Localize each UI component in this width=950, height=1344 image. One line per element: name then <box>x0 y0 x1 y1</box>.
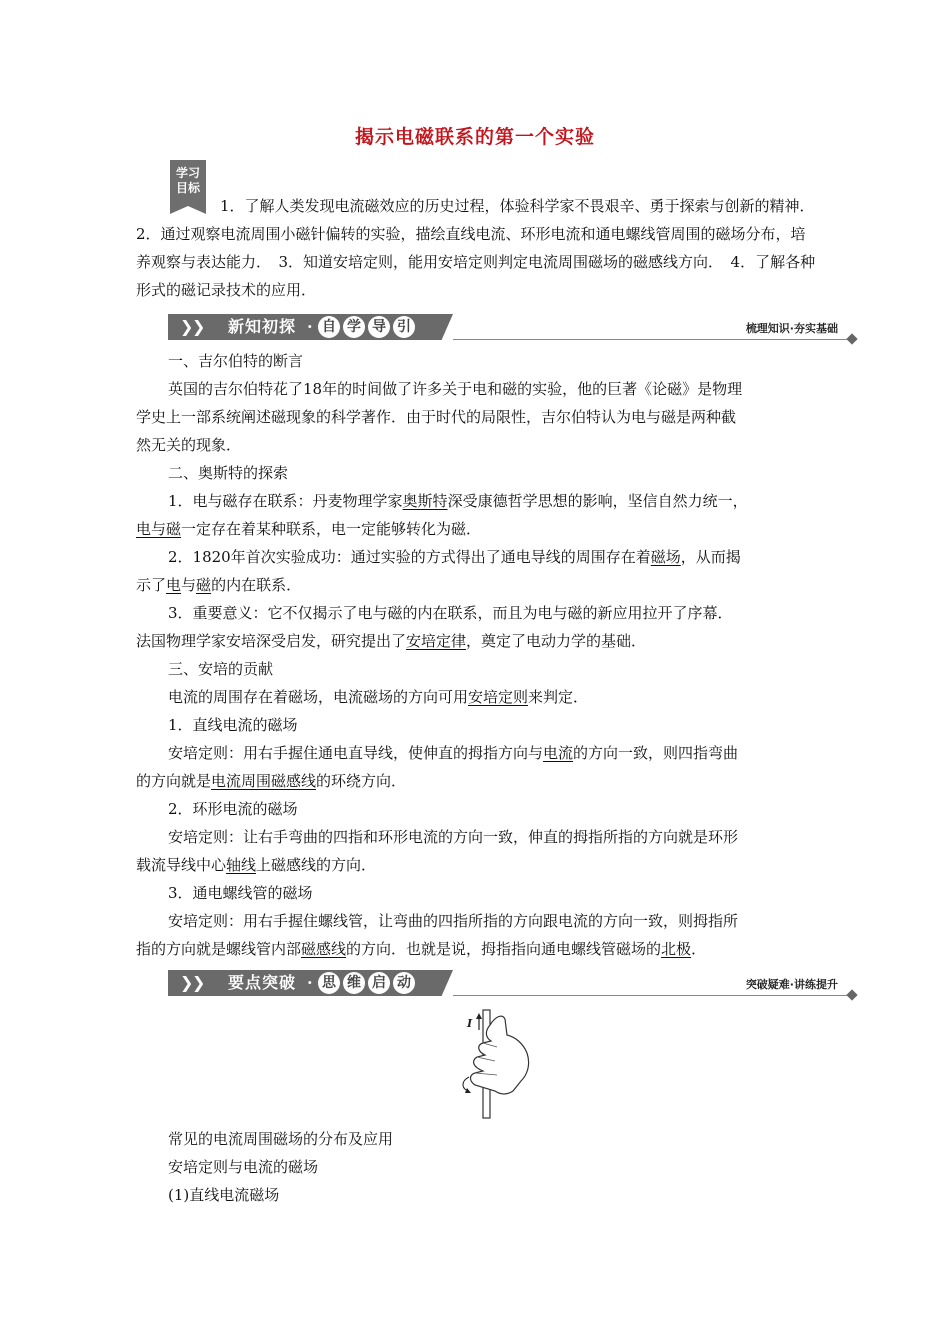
subheading: 3．通电螺线管的磁场 <box>168 884 313 902</box>
field-direction-arrow-icon <box>463 1077 469 1091</box>
section-chip: 学 <box>343 316 365 338</box>
chevron-right-icon: ❯ <box>192 317 206 336</box>
blank-answer: 磁感线 <box>301 940 347 958</box>
paragraph-line: 学史上一部系统阐述磁现象的科学著作．由于时代的局限性，吉尔伯特认为电与磁是两种截 <box>136 408 737 426</box>
section-tag: 梳理知识·夯实基础 <box>745 322 838 335</box>
section-chip: 维 <box>343 972 365 994</box>
section-chip: 思 <box>318 972 340 994</box>
badge-line-1: 学习 <box>175 166 200 180</box>
chevron-right-icon: ❯ <box>192 973 206 992</box>
heading-ampere: 三、安培的贡献 <box>168 660 274 678</box>
current-label: I <box>467 1017 473 1030</box>
paragraph-line: 然无关的现象． <box>136 436 242 454</box>
section-chip: 自 <box>318 316 340 338</box>
section-main-label: 要点突破 <box>228 973 297 992</box>
paragraph-line: 1．电与磁存在联系：丹麦物理学家奥斯特深受康德哲学思想的影响，坚信自然力统一， <box>168 492 748 510</box>
paragraph-line: 电流的周围存在着磁场，电流磁场的方向可用安培定则来判定． <box>168 688 589 706</box>
section-header-key-points <box>168 970 858 996</box>
blank-answer: 奥斯特 <box>402 492 448 510</box>
blank-answer: 磁 <box>196 576 212 594</box>
diamond-icon <box>846 989 857 1000</box>
section-chip: 引 <box>393 316 415 338</box>
paragraph-line: 示了电与磁的内在联系． <box>136 576 302 594</box>
subheading: 1．直线电流的磁场 <box>168 716 298 734</box>
paragraph-line: 安培定则：用右手握住螺线管，让弯曲的四指所指的方向跟电流的方向一致，则拇指所 <box>168 912 739 930</box>
blank-answer: 电流周围磁感线 <box>211 772 317 790</box>
learning-goals-text: 1．了解人类发现电流磁效应的历史过程，体验科学家不畏艰辛、勇于探索与创新的精神． 2．通过观察电流周围小磁针偏转的实验，描绘直线电流、环形电流和通电螺线管周围的磁场分布，培养观察与表达能力． 3．知道安培定则，能用安培定则判定电流周围磁场的磁感线方向． 4．了解各种形式的磁记录技术的应用． <box>136 197 823 299</box>
paragraph-line: (1)直线电流磁场 <box>168 1186 280 1204</box>
blank-answer: 轴线 <box>226 856 257 874</box>
chevron-right-icon: ❯ <box>180 973 194 992</box>
section-dot: · <box>307 317 313 336</box>
heading-oersted: 二、奥斯特的探索 <box>168 464 289 482</box>
paragraph-line: 电与磁一定存在着某种联系，电一定能够转化为磁． <box>136 520 482 538</box>
paragraph-line: 载流导线中心轴线上磁感线的方向． <box>136 856 377 874</box>
blank-answer: 磁场 <box>650 548 681 566</box>
section-chips <box>318 316 415 338</box>
paragraph-line: 的方向就是电流周围磁感线的环绕方向． <box>136 772 407 790</box>
blank-answer: 安培定则 <box>468 688 529 706</box>
paragraph-line: 法国物理学家安培深受启发，研究提出了安培定律，奠定了电动力学的基础． <box>136 632 647 650</box>
section-main-label: 新知初探 <box>228 317 297 336</box>
section-tag: 突破疑难·讲练提升 <box>745 978 838 991</box>
diamond-icon <box>846 333 857 344</box>
arrowhead-icon <box>476 1013 482 1019</box>
section-rule <box>453 995 850 996</box>
blank-answer: 电 <box>166 576 182 594</box>
badge-line-2: 目标 <box>175 181 200 195</box>
document-title: 揭示电磁联系的第一个实验 <box>354 126 595 148</box>
paragraph-line: 安培定则：让右手弯曲的四指和环形电流的方向一致，伸直的拇指所指的方向就是环形 <box>168 828 739 846</box>
heading-gilbert: 一、吉尔伯特的断言 <box>168 352 304 370</box>
section-chip: 启 <box>368 972 390 994</box>
paragraph-line: 指的方向就是螺线管内部磁感线的方向．也就是说，拇指指向通电螺线管磁场的北极． <box>136 940 707 958</box>
right-hand-rule-figure <box>455 1005 535 1120</box>
section-dot: · <box>307 973 313 992</box>
section-chip: 动 <box>393 972 415 994</box>
paragraph-line: 英国的吉尔伯特花了18年的时间做了许多关于电和磁的实验，他的巨著《论磁》是物理 <box>168 380 743 398</box>
section-header-new-knowledge <box>168 314 858 340</box>
arrowhead-icon <box>465 1088 471 1093</box>
blank-answer: 北极 <box>661 940 692 958</box>
section-rule <box>453 339 850 340</box>
paragraph-line: 3．重要意义：它不仅揭示了电与磁的内在联系，而且为电与磁的新应用拉开了序幕． <box>168 604 733 622</box>
section-chips <box>318 972 415 994</box>
section-chip: 导 <box>368 316 390 338</box>
paragraph-line: 2．1820年首次实验成功：通过实验的方式得出了通电导线的周围存在着磁场，从而揭 <box>168 548 741 566</box>
paragraph-line: 常见的电流周围磁场的分布及应用 <box>168 1130 394 1148</box>
blank-answer: 安培定律 <box>406 632 467 650</box>
blank-answer: 电流 <box>543 744 574 762</box>
chevron-right-icon: ❯ <box>180 317 194 336</box>
paragraph-line: 安培定则：用右手握住通电直导线，使伸直的拇指方向与电流的方向一致，则四指弯曲 <box>168 744 739 762</box>
blank-answer: 电与磁 <box>136 520 182 538</box>
paragraph-line: 安培定则与电流的磁场 <box>168 1158 319 1176</box>
subheading: 2．环形电流的磁场 <box>168 800 298 818</box>
